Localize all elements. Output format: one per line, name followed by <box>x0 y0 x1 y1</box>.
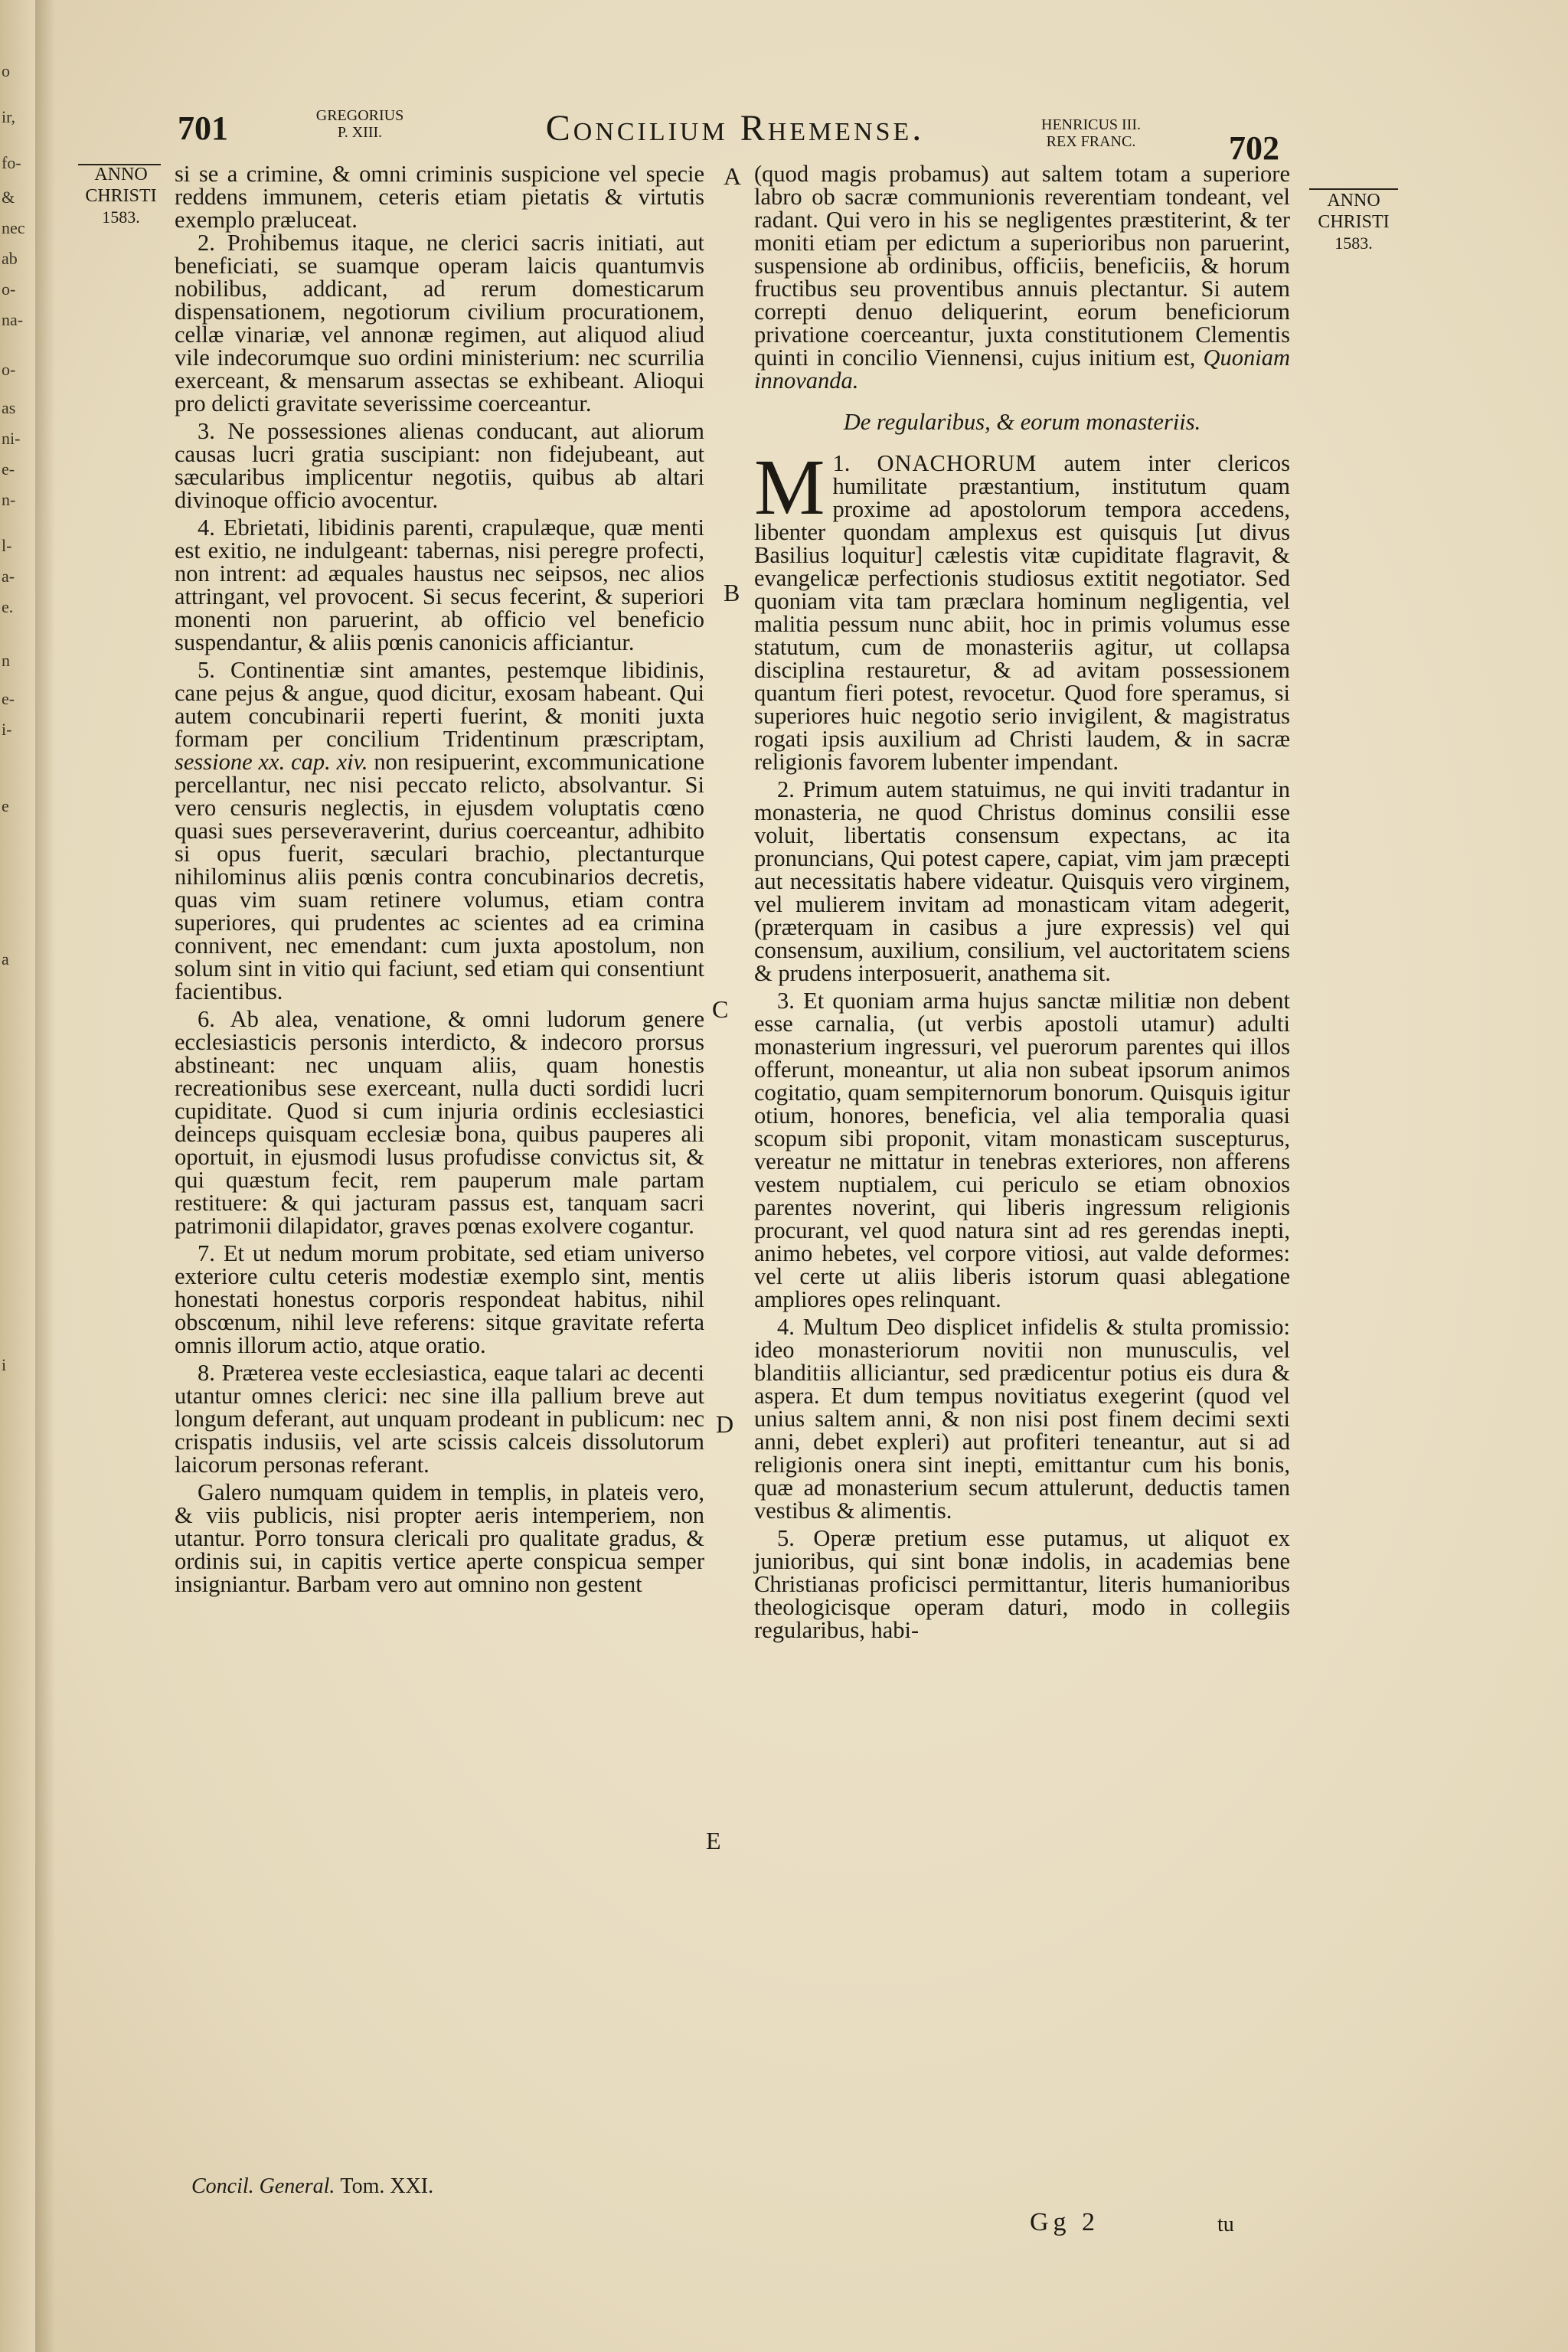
section-letter-a: A <box>724 162 742 190</box>
edge-glyph: fo- <box>2 153 21 172</box>
signature-mark: Gg 2 <box>1030 2208 1100 2236</box>
paragraph-5-text: 5. Continentiæ sint amantes, pestemque libidinis, cane pejus & angue, quod dicitur, exosam habeant. Qui autem concubinarii reperti fuerint, & moniti juxta formam per concilium Tridentinum præscriptam, <box>175 657 704 752</box>
paragraph-continuation-text: (quod magis probamus) aut saltem totam a superiore labro ob sacræ communionis reverentiam tondeant, vel radant. Qui vero in his se negligentes præstiterint, & ter moniti etiam per edictum a superioribus non paruerint, suspensione ab ordinibus, officiis, beneficiis, & horum fructibus seu proventibus annuis plectantur. Si autem correpti denuo deliquerint, eorum beneficiorum privatione coerceantur, juxta constitutionem Clementis quinti in concilio Viennensi, cujus initium est, <box>754 161 1290 371</box>
running-head-right <box>1018 116 1164 150</box>
anno-label: ANNO <box>1327 191 1380 211</box>
paragraph-4: 4. Multum Deo displicet infidelis & stulta promissio: ideo monasteriorum novitii non munusculis, vel blanditiis alliciantur, sed prædicentur potius eis dura & aspera. Et dum tempus novitiatus exegerint (quod vel unius saltem anni, & non nisi post finem decimi sexti anni, debet expleri) aut profiteri teneantur, aut si ad religionis onera sint inepti, emittantur cum his bonis, quæ ad monasterium secum attulerunt, deductis tamen vestibus & alimentis. <box>754 1314 1290 1524</box>
section-letter-d: D <box>716 1410 734 1438</box>
drop-cap: M <box>754 443 825 531</box>
constitution-citation: Quoniam innovanda. <box>754 345 1290 394</box>
edge-glyph: e- <box>2 689 15 708</box>
margin-year-right <box>1302 190 1406 254</box>
christi-label: CHRISTI <box>1318 212 1390 232</box>
running-head-right-sub: REX FRANC. <box>1046 133 1136 150</box>
edge-glyph: l- <box>2 536 12 555</box>
section-letter-e: E <box>706 1827 721 1854</box>
section-letter-b: B <box>724 579 740 606</box>
paragraph-2: 2. Primum autem statuimus, ne qui inviti tradantur in monasteria, ne quod Christus dominus consilii esse voluit, libertatis consensum expectans, ac ita pronuncians, Qui potest capere, capiat, vim jam præcepti aut necessitatis habere videatur. Quisquis vero virginem, vel mulierem invitam ad monasticam vitam adegerit, (præterquam in casibus a jure expressis) vel qui consensum, auxilium, consilium, vel auctoritatem sciens & prudens interposuerit, anathema sit. <box>754 776 1290 986</box>
edge-glyph: ir, <box>2 107 16 126</box>
paragraph-continuation: si se a crimine, & omni criminis suspicione vel specie reddens immunem, ceteris etiam pietatis & virtutis exemplo præluceat. <box>175 161 704 233</box>
footer-volume: Tom. XXI. <box>340 2174 434 2198</box>
session-citation: sessione xx. cap. xiv. <box>175 749 368 775</box>
left-page-number: 701 <box>178 109 228 147</box>
year-label: 1583. <box>102 207 140 227</box>
edge-glyph: e <box>2 796 9 815</box>
catchword: tu <box>1217 2213 1234 2236</box>
paragraph-6: 6. Ab alea, venatione, & omni ludorum genere ecclesiasticis personis interdicto, & indecoro prorsus abstineant: nec unquam aliis, quam honestis recreationibus sese exerceant, nulla ducti sordidi lucri cupiditate. Quod si cum injuria ordinis ecclesiastici deinceps quisquam ecclesiæ bona, quibus pauperes ali oportuit, in ejusmodi lusus profudisse convictus sit, & qui quæstum fecit, rem pauperum male partam restituere: & qui jacturam passus est, tanquam sacri patrimonii dilapidator, graves pœnas exolvere cogantur. <box>175 1006 704 1239</box>
previous-page-edge <box>0 0 35 2352</box>
paragraph-5: 5. Operæ pretium esse putamus, ut aliquot ex junioribus, qui sint bonæ indolis, in academias bene Christianas proficisci permittantur, literis humanioribus theologicisque operam daturi, modo in collegiis regularibus, habi- <box>754 1525 1290 1643</box>
paragraph-2: 2. Prohibemus itaque, ne clerici sacris initiati, aut beneficiati, se suamque operam laicis quantumvis nobilibus, addicant, ad rerum domesticarum dispensationem, negotiorum civilium procurationem, cellæ vinariæ, vel annonæ regimen, aut aliquod aliud vile indecorumque suo ordini ministerium: nec scurrilia exerceant, & mensarum assectas se exhibeant. Alioqui pro delicti gravitate severissime coerceantur. <box>175 230 704 416</box>
edge-glyph: ni- <box>2 429 21 448</box>
footer-collection: Concil. General. <box>191 2174 335 2198</box>
paragraph-9: Galero numquam quidem in templis, in plateis vero, & viis publicis, nisi propter aeris intemperiem, non utantur. Porro tonsura clericali pro qualitate gradus, & ordinis sui, in capitis vertice aperte conspicua semper insigniantur. Barbam vero aut omnino non gestent <box>175 1479 704 1597</box>
edge-glyph: e- <box>2 459 15 479</box>
footer-source <box>191 2174 433 2199</box>
edge-glyph: n <box>2 651 10 670</box>
edge-glyph: as <box>2 398 16 417</box>
right-page-number: 702 <box>1229 129 1279 167</box>
running-head-right-name: HENRICUS III. <box>1041 116 1141 133</box>
paragraph-3: 3. Ne possessiones alienas conducant, aut aliorum causas lucri gratia suscipiant: non fidejubeant, aut sæcularibus implicentur negotiis, quibus ab altari divinoque officio avocentur. <box>175 418 704 513</box>
edge-glyph: o <box>2 61 10 80</box>
christi-label: CHRISTI <box>85 186 157 206</box>
paragraph-5 <box>175 658 704 1003</box>
running-head-left <box>310 107 410 141</box>
edge-glyph: a- <box>2 567 15 586</box>
edge-glyph: & <box>2 188 15 207</box>
paragraph-1 <box>754 443 1291 775</box>
edge-glyph: e. <box>2 597 14 616</box>
paragraph-5-rest: non resipuerint, excommunicatione percellantur, nec nisi peccato relicto, absolvantur. Si vero censuris neglectis, in ejusdem voluptatis cœno quasi sues perseveraverint, durius coerceantur, adhibito si opus fuerit, sæculari brachio, plectanturque nihilominus aliis pœnis contra concubinarios decretis, quas vim suam retinere volumus, etiam contra superiores, qui prudentes ac scientes ad ea crimina connivent, nec emendant: cum juxta apostolum, non solum sint in vitio qui faciunt, sed etiam qui consentiunt facientibus. <box>175 749 704 1004</box>
edge-glyph: i <box>2 1355 7 1374</box>
edge-glyph: i- <box>2 720 12 739</box>
paragraph-continuation <box>754 162 1290 392</box>
edge-glyph: na- <box>2 310 24 329</box>
edge-glyph: n- <box>2 490 16 509</box>
paragraph-1-text: autem inter clericos humilitate præstantium, institutum quam proxime ad apostolorum tempora accedens, libenter quondam amplexus est quisquis [ut divus Basilius loquitur] cælestis vitæ cupiditate flagravit, & evangelicæ perfectionis studiosus extitit negotiator. Sed quoniam vita tam præclara hominum negligentia, vel malitia pessum nunc abiit, hoc in primis volumus esse statutum, cum de monasteriis agitur, ut collapsa disciplina restauretur, & ad avitam possessionem quantum fieri potest, revocetur. Quod fore speramus, si superiores huic negotio serio invigilent, & magistratus rogati ipsis auxilium ad Christi laudem, & in sacræ religionis favorem lubenter impendant. <box>754 450 1291 775</box>
paragraph-4: 4. Ebrietati, libidinis parenti, crapulæque, quæ menti est exitio, ne indulgeant: tabernas, nisi peregre profecti, non intrent: ad æquales haustus nec seipsos, nec alios attringant, vel provocent. Si secus fecerint, & superiori monenti non paruerint, ab officio vel beneficio suspendantur, & aliis pœnis canonicis afficiantur. <box>175 514 704 655</box>
right-text-column <box>754 162 1290 1642</box>
edge-glyph: o- <box>2 360 16 379</box>
left-text-column <box>175 162 704 1596</box>
page-title: Concilium Rhemense. <box>545 108 925 149</box>
edge-glyph: ab <box>2 249 18 268</box>
edge-glyph: a <box>2 949 9 969</box>
margin-year-left <box>74 164 168 228</box>
anno-label: ANNO <box>94 165 148 185</box>
running-head-left-name: GREGORIUS <box>315 107 404 124</box>
section-letter-c: C <box>712 995 729 1023</box>
edge-glyph: nec <box>2 218 25 237</box>
paragraph-7: 7. Et ut nedum morum probitate, sed etiam universo exteriore cultu ceteris modestiæ exemplo sint, mentis honestati honestus corporis respondeat habitus, nihil obscœnum, nihil leve referens: sitque gravitate referta omnis illorum actio, atque oratio. <box>175 1240 704 1358</box>
paragraph-3: 3. Et quoniam arma hujus sanctæ militiæ non debent esse carnalia, (ut verbis apostoli utamur) adulti monasterium ingressuri, vel puerorum parentes qui illos offerunt, moneantur, ut alia non subeat ipsorum animos cogitatio, quam sempiternorum bonorum. Quisquis igitur otium, honores, beneficia, vel alia temporalia quasi scopum sibi proponit, vitam monasticam suscepturus, vereatur ne mittatur in tenebras exteriores, non afferens vestem nuptialem, cui periculo se etiam obnoxios parentes noverint, qui liberis ingressum religionis procurant, vel quod natura sint ad res gerendas inepti, animo hebetes, vel corpore vitiosi, aut valde deformes: vel certe ut aliis liberis istorum quasi ablegatione ampliores opes relinquant. <box>754 988 1290 1312</box>
year-label: 1583. <box>1334 234 1373 253</box>
binding-shadow <box>35 0 55 2352</box>
paragraph-1-number: 1. <box>832 450 851 476</box>
edge-glyph: o- <box>2 279 16 299</box>
initial-word: ONACHORUM <box>877 450 1037 476</box>
section-heading: De regularibus, & eorum monasteriis. <box>843 409 1201 435</box>
running-head-left-sub: P. XIII. <box>337 124 383 141</box>
paragraph-8: 8. Præterea veste ecclesiastica, eaque talari ac decenti utantur omnes clerici: nec sine illa pallium breve aut longum deferant, aut unquam prodeant in publicum: nec crispatis indusiis, vel arte scissis calceis dissolutorum laicorum personas referant. <box>175 1360 704 1478</box>
